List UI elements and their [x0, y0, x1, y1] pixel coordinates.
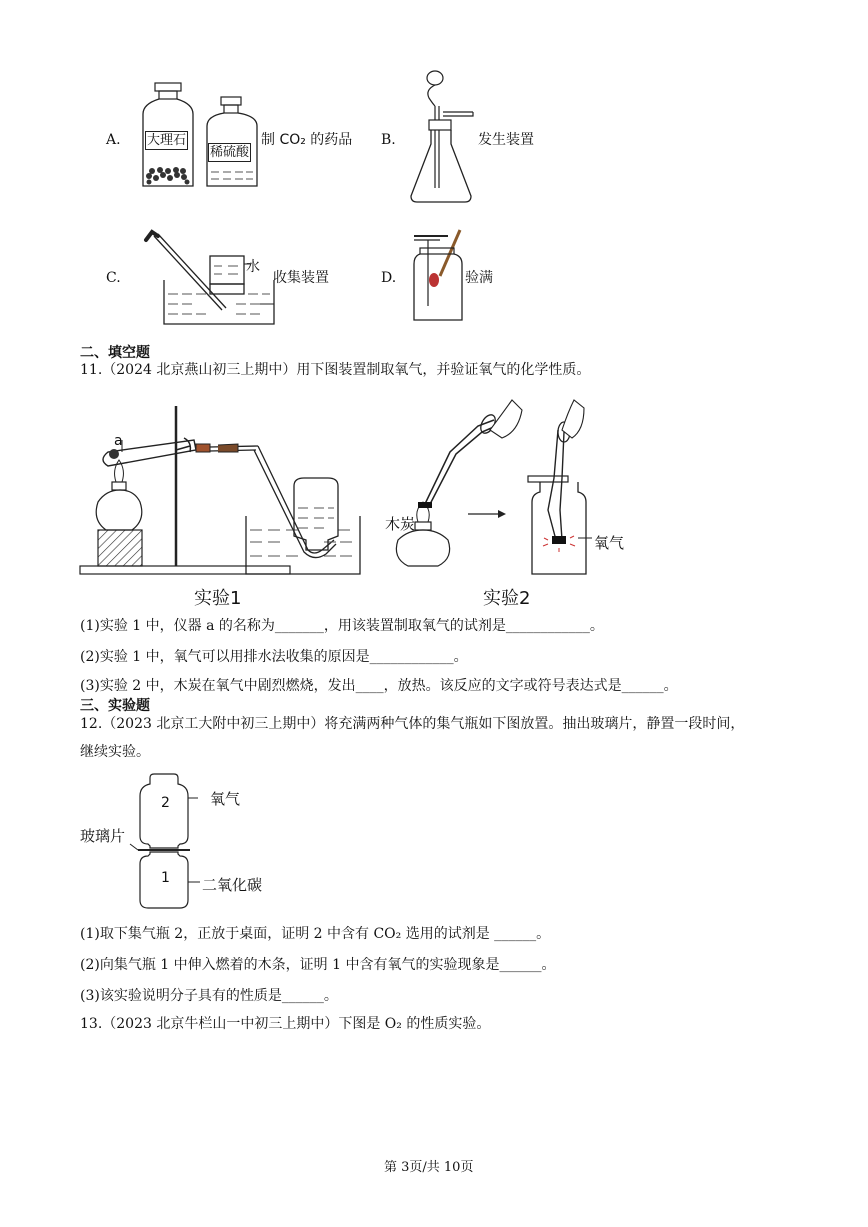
q13-stem: 13.（2023 北京牛栏山一中初三上期中）下图是 O₂ 的性质实验。 — [80, 1016, 491, 1032]
option-c-water-label: 水 — [246, 259, 260, 275]
option-a-bottle2-label: 稀硫酸 — [210, 145, 250, 160]
q12-label-glass: 玻璃片 — [80, 827, 126, 845]
option-b-caption: 发生装置 — [478, 132, 534, 148]
q11-label-oxygen: 氧气 — [594, 534, 625, 552]
q12-bottle1-number: 1 — [161, 870, 170, 886]
q11-part1: (1)实验 1 中，仪器 a 的名称为_______，用该装置制取氧气的试剂是____________。 — [80, 618, 604, 634]
q11-caption-exp1: 实验1 — [194, 588, 242, 609]
q12-label-co2: 二氧化碳 — [202, 876, 263, 894]
option-b-letter: B. — [381, 132, 396, 148]
option-a-caption: 制 CO₂ 的药品 — [261, 132, 353, 148]
q11-part3: (3)实验 2 中，木炭在氧气中剧烈燃烧，发出____，放热。该反应的文字或符号表达式是______。 — [80, 678, 678, 694]
option-a-bottle1-label: 大理石 — [147, 133, 187, 148]
option-c-collection-figure — [136, 226, 276, 326]
option-c-caption: 收集装置 — [273, 270, 329, 286]
page-footer: 第 3页/共 10页 — [384, 1160, 474, 1175]
q12-stem-line1: 12.（2023 北京工大附中初三上期中）将充满两种气体的集气瓶如下图放置。抽出玻璃片，静置一段时间， — [80, 716, 745, 732]
q11-caption-exp2: 实验2 — [483, 588, 531, 609]
option-a-letter: A. — [106, 132, 121, 148]
q11-stem: 11.（2024 北京燕山初三上期中）用下图装置制取氧气，并验证氧气的化学性质。 — [80, 362, 591, 378]
q11-experiment-figure — [78, 390, 678, 590]
q12-part1: (1)取下集气瓶 2，正放于桌面，证明 2 中含有 CO₂ 选用的试剂是 ______。 — [80, 926, 551, 942]
q12-label-oxygen: 氧气 — [210, 790, 241, 808]
section-title-fill-in: 二、填空题 — [80, 345, 150, 361]
option-d-letter: D. — [381, 270, 397, 286]
q12-stem-line2: 继续实验。 — [80, 744, 150, 760]
option-d-caption: 验满 — [465, 270, 493, 286]
q12-bottle2-number: 2 — [161, 795, 170, 811]
q11-label-charcoal: 木炭 — [385, 515, 416, 533]
section-title-experiment: 三、实验题 — [80, 698, 150, 714]
q11-label-a: a — [114, 433, 123, 449]
option-c-letter: C. — [106, 270, 121, 286]
q12-part3: (3)该实验说明分子具有的性质是______。 — [80, 988, 338, 1004]
q11-part2: (2)实验 1 中，氧气可以用排水法收集的原因是____________。 — [80, 649, 468, 665]
q12-part2: (2)向集气瓶 1 中伸入燃着的木条，证明 1 中含有氧气的实验现象是______。 — [80, 957, 556, 973]
